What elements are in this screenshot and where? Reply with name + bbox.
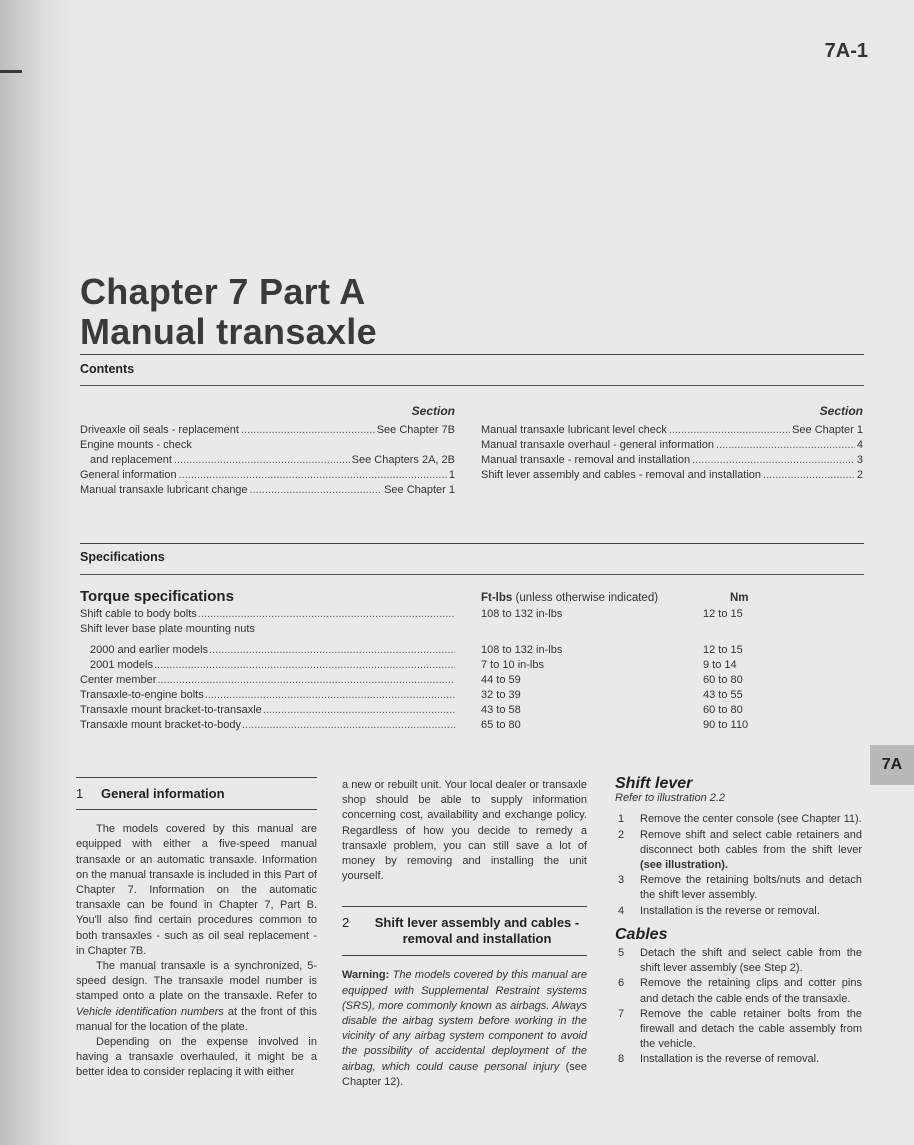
section-2-rule-bottom (342, 955, 587, 956)
table-row: Center member ..... 44 to 59 60 to 80 (80, 673, 780, 688)
section-2-heading: 2 Shift lever assembly and cables - removal and installation (342, 915, 580, 947)
toc-entry: Manual transaxle overhaul - general information ..... 4 (481, 438, 863, 453)
step: 8 Installation is the reverse of removal. (618, 1053, 820, 1066)
rule-contents-top (80, 354, 864, 355)
torque-specifications-heading: Torque specifications (80, 588, 234, 605)
table-row: Shift lever base plate mounting nuts (80, 623, 255, 635)
section-1-rule-top (76, 777, 317, 778)
toc-entry: and replacement ..... See Chapters 2A, 2B (80, 453, 455, 468)
chapter-title-line1: Chapter 7 Part A (80, 271, 366, 312)
body-column-1 (76, 777, 317, 1081)
warning-note: Warning: The models covered by this manual are equipped with Supplemental Restraint systems (SRS), more commonly known as airbags. Always disable the airbag system before working in the vicinity of any airbag system component to avoid the possibility of accidental deployment of the airbag, which could cause personal injury (see Chapter 12). (342, 969, 588, 1088)
toc-entry: Engine mounts - check (80, 439, 192, 451)
chapter-side-tab: 7A (870, 745, 914, 785)
shift-lever-heading: Shift lever (615, 775, 693, 792)
page-number: 7A-1 (824, 40, 868, 62)
specifications-heading: Specifications (80, 550, 165, 564)
page-binding-shadow (0, 0, 70, 1145)
rule-contents-bottom (80, 385, 864, 386)
table-row: 2001 models ..... 7 to 10 in-lbs 9 to 14 (80, 658, 780, 673)
toc-entry: Driveaxle oil seals - replacement ..... See Chapter 7B (80, 423, 455, 438)
step: 5 Detach the shift and select cable from the shift lever assembly (see Step 2). (618, 947, 862, 975)
rule-specs-bottom (80, 574, 864, 575)
table-row: Shift cable to body bolts ..... 108 to 132 in-lbs 12 to 15 (80, 607, 780, 622)
toc-entry: Manual transaxle lubricant level check ..... See Chapter 1 (481, 423, 863, 438)
contents-left-column (80, 404, 455, 498)
contents-heading: Contents (80, 362, 135, 376)
table-row: Transaxle-to-engine bolts ..... 32 to 39 43 to 55 (80, 688, 780, 703)
chapter-title (80, 272, 377, 352)
step: 6 Remove the retaining clips and cotter pins and detach the cable ends of the transaxle. (618, 977, 862, 1005)
paragraph: The models covered by this manual are equipped with either a five-speed manual transaxle or an automatic transaxle. Information on the manual transaxle is included in this Part of Chapter 7. Information on the automatic transaxle can be found in Chapter 7, Part B. You'll also find certain procedures common to both transaxles - such as oil seal replacement - in Chapter 7B. (76, 823, 317, 957)
step: 4 Installation is the reverse or removal. (618, 904, 820, 917)
table-row: 2000 and earlier models ..... 108 to 132 in-lbs 12 to 15 (80, 643, 780, 658)
section-2-rule-top (342, 906, 587, 907)
rule-specs-top (80, 543, 864, 544)
body-column-2 (342, 778, 587, 1090)
toc-entry: Shift lever assembly and cables - removal and installation ..... 2 (481, 468, 863, 483)
margin-tick-mark (0, 70, 22, 73)
step: 3 Remove the retaining bolts/nuts and detach the shift lever assembly. (618, 874, 862, 902)
table-row: Transaxle mount bracket-to-transaxle ..... 43 to 58 60 to 80 (80, 703, 780, 718)
paragraph: The manual transaxle is a synchronized, 5-speed design. The transaxle model number is stamped onto a plate on the transaxle. Refer to Vehicle identification numbers at the front of this manual for the location of the plate. (76, 960, 317, 1033)
paragraph: Depending on the expense involved in having a transaxle overhauled, it might be a better idea to consider replacing it with either (76, 1036, 317, 1079)
chapter-title-line2: Manual transaxle (80, 311, 377, 352)
section-label-right: Section (819, 404, 863, 418)
section-1-heading: 1 General information (76, 786, 225, 801)
ftlbs-column-header: Ft-lbs (unless otherwise indicated) (481, 592, 659, 604)
step: 2 Remove shift and select cable retainers and disconnect both cables from the shift lever (see illustration). (618, 828, 862, 872)
contents-right-column (481, 404, 863, 483)
illustration-reference: Refer to illustration 2.2 (615, 792, 726, 805)
nm-column-header: Nm (730, 592, 749, 604)
step: 7 Remove the cable retainer bolts from the firewall and detach the cable assembly from the vehicle. (618, 1007, 862, 1051)
section-label-left: Section (411, 404, 455, 418)
toc-entry: Manual transaxle - removal and installation ..... 3 (481, 453, 863, 468)
torque-table (80, 607, 780, 733)
toc-entry: General information ..... 1 (80, 468, 455, 483)
table-row: Transaxle mount bracket-to-body ..... 65 to 80 90 to 110 (80, 718, 780, 733)
section-1-rule-bottom (76, 809, 317, 810)
cables-heading: Cables (615, 925, 668, 943)
body-column-3 (615, 776, 862, 1068)
step: 1 Remove the center console (see Chapter 11). (618, 813, 862, 826)
paragraph: a new or rebuilt unit. Your local dealer or transaxle shop should be able to supply information concerning cost, availability and exchange policy. Regardless of how you decide to remedy a transaxle problem, you can still save a lot of money by removing and installing the unit yourself. (342, 779, 587, 883)
toc-entry: Manual transaxle lubricant change ..... See Chapter 1 (80, 483, 455, 498)
